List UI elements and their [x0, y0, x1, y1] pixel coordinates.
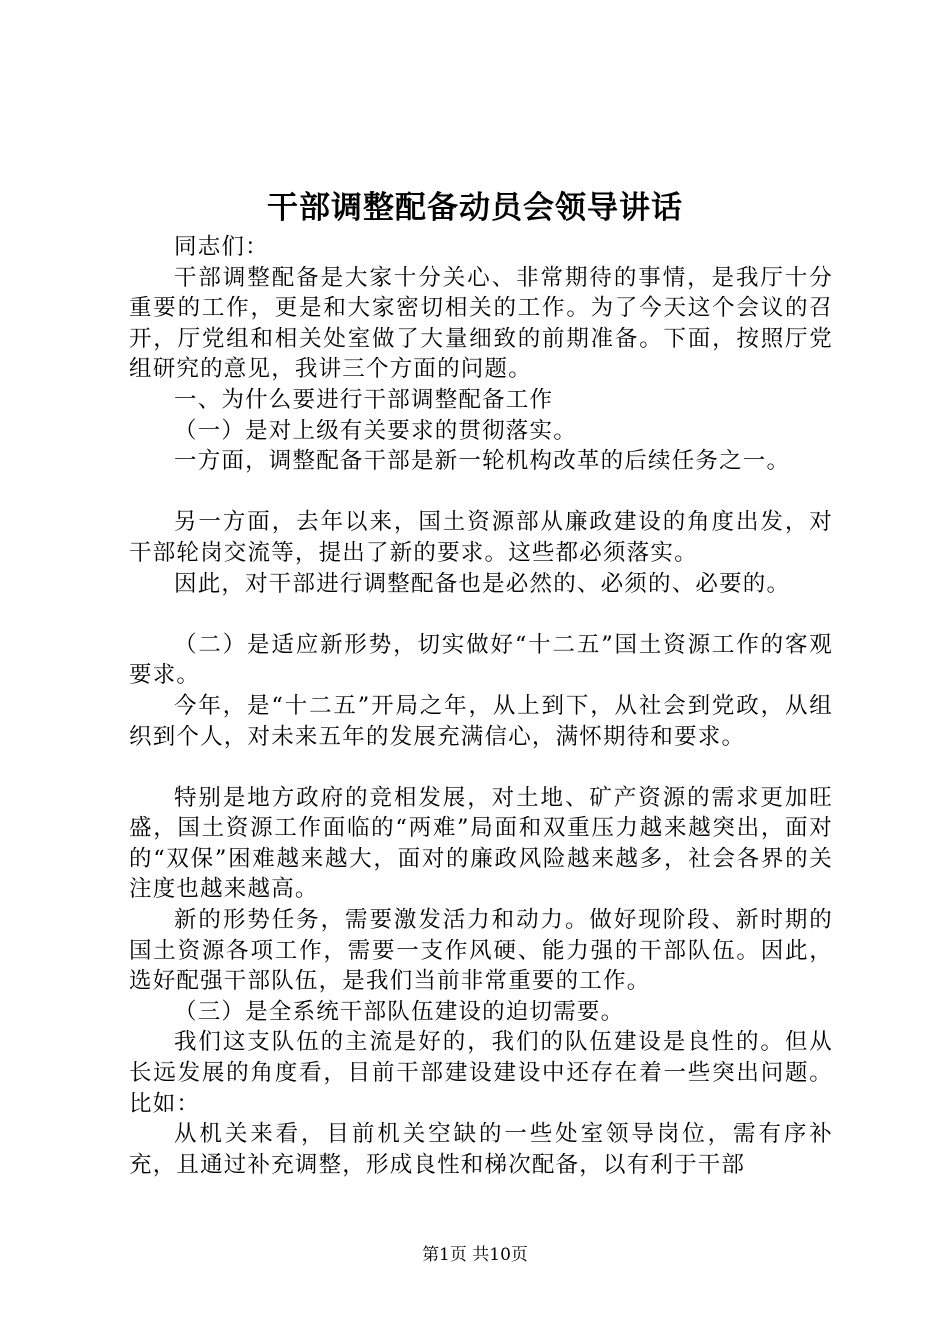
- section-heading-1: 一、为什么要进行干部调整配备工作: [174, 386, 554, 413]
- paragraph: 一方面，调整配备干部是新一轮机构改革的后续任务之一。: [174, 448, 791, 475]
- paragraph-greeting: 同志们：: [174, 234, 269, 260]
- paragraph: 另一方面，去年以来，国土资源部从廉政建设的角度出发，对干部轮岗交流等，提出了新的要求。这些都必须落实。: [129, 509, 833, 566]
- paragraph-intro: 干部调整配备是大家十分关心、非常期待的事情，是我厅十分重要的工作，更是和大家密切相关的工作。为了今天这个会议的召开，厅党组和相关处室做了大量细致的前期准备。下面，按照厅党组研究的意见，我讲三个方面的问题。: [129, 264, 833, 383]
- paragraph: 因此，对干部进行调整配备也是必然的、必须的、必要的。: [174, 570, 791, 597]
- paragraph: 今年，是“十二五”开局之年，从上到下，从社会到党政，从组织到个人，对未来五年的发展充满信心，满怀期待和要求。: [129, 692, 833, 750]
- subsection-heading-3: （三）是全系统干部队伍建设的迫切需要。: [174, 998, 625, 1025]
- paragraph: 我们这支队伍的主流是好的，我们的队伍建设是良性的。但从长远发展的角度看，目前干部建设建设中还存在着一些突出问题。比如：: [129, 1029, 833, 1117]
- page-footer: 第1页 共10页: [422, 1245, 528, 1265]
- document-body: [129, 232, 833, 1180]
- paragraph: 新的形势任务，需要激发活力和动力。做好现阶段、新时期的国土资源各项工作，需要一支作风硬、能力强的干部队伍。因此，选好配强干部队伍，是我们当前非常重要的工作。: [129, 907, 833, 995]
- subsection-heading-1: （一）是对上级有关要求的贯彻落实。: [174, 417, 577, 444]
- subsection-heading-2: （二）是适应新形势，切实做好“十二五”国土资源工作的客观要求。: [129, 631, 833, 689]
- paragraph: 特别是地方政府的竞相发展，对土地、矿产资源的需求更加旺盛，国土资源工作面临的“两难”局面和双重压力越来越突出，面对的“双保”困难越来越大，面对的廉政风险越来越多，社会各界的关注度也越来越高。: [129, 784, 833, 903]
- document-title: 干部调整配备动员会领导讲话: [267, 190, 683, 226]
- paragraph: 从机关来看，目前机关空缺的一些处室领导岗位，需有序补充，且通过补充调整，形成良性和梯次配备，以有利于干部: [129, 1121, 833, 1178]
